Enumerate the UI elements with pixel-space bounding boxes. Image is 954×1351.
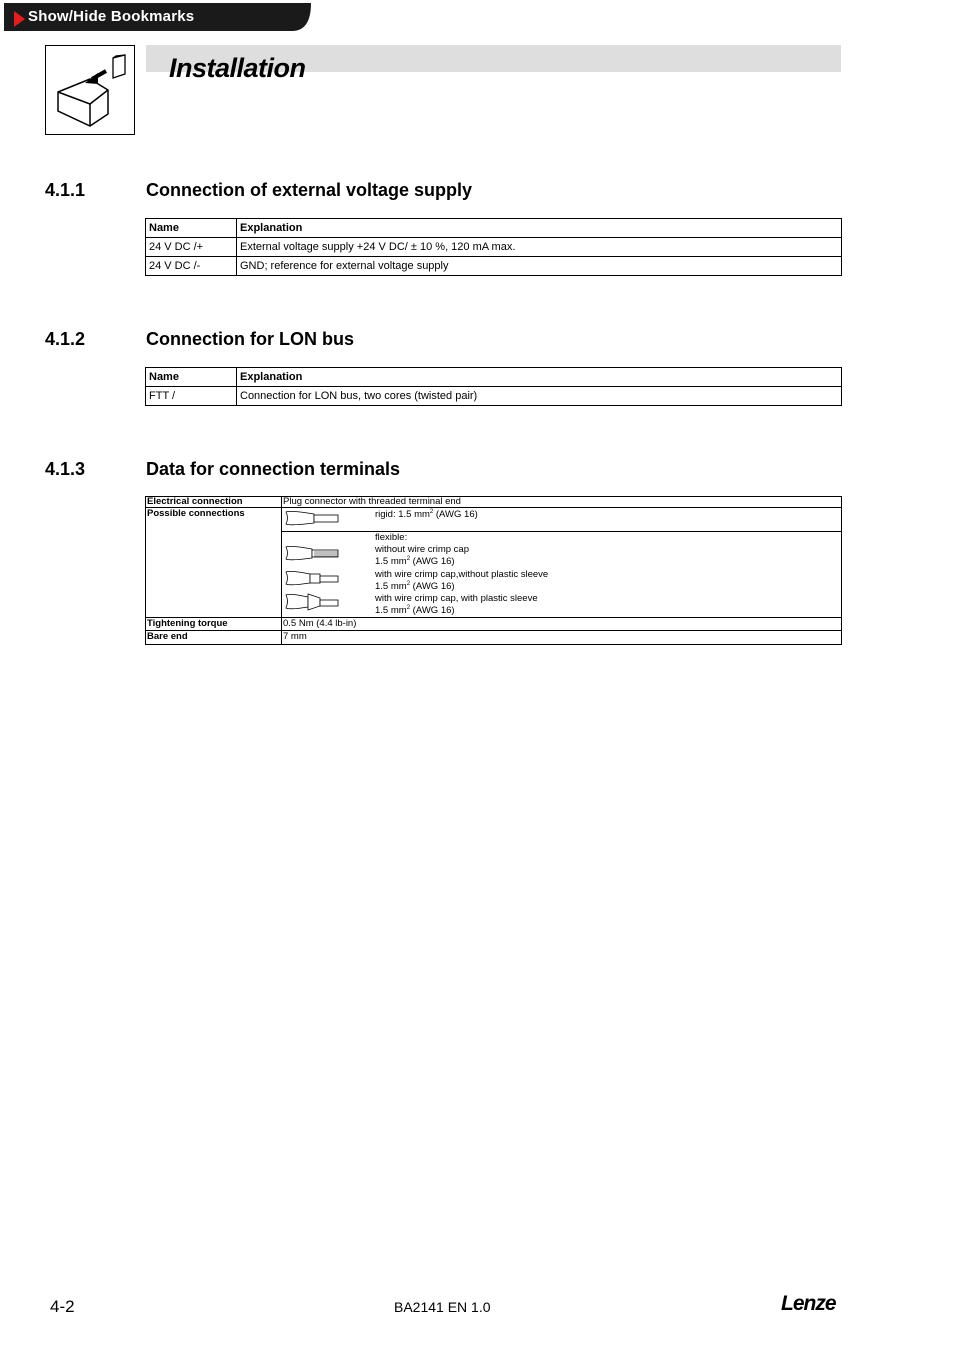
- table-header: Explanation: [237, 219, 842, 238]
- section-number: 4.1.2: [45, 329, 86, 349]
- tightening-torque-label: Tightening torque: [147, 618, 228, 629]
- table-cell: FTT /: [146, 387, 237, 406]
- crimp-cap-conductor-icon: [284, 569, 344, 591]
- bookmark-arrow-icon: [14, 11, 25, 27]
- section-title: Connection for LON bus: [146, 329, 354, 349]
- document-id: BA2141 EN 1.0: [394, 1299, 491, 1315]
- show-hide-bookmarks-button[interactable]: [4, 3, 311, 31]
- lon-bus-table: [145, 367, 842, 406]
- tightening-torque-value: 0.5 Nm (4.4 lb-in): [283, 618, 357, 629]
- electrical-connection-label: Electrical connection: [147, 496, 243, 507]
- section-number: 4.1.3: [45, 459, 86, 479]
- lenze-logo: Lenze: [781, 1292, 836, 1315]
- table-cell: GND; reference for external voltage supply: [237, 257, 842, 276]
- without-cap-label: without wire crimp cap: [375, 544, 469, 555]
- terminal-data-table: [145, 496, 842, 645]
- possible-connections-label: Possible connections: [147, 508, 245, 519]
- section-number: 4.1.1: [45, 180, 86, 200]
- crimp-cap-sleeve-conductor-icon: [284, 592, 344, 616]
- table-header: Explanation: [237, 368, 842, 387]
- bare-end-label: Bare end: [147, 631, 188, 642]
- with-cap-sleeve-label: with wire crimp cap, with plastic sleeve: [375, 593, 538, 604]
- table-header: Name: [146, 219, 237, 238]
- table-row: [146, 257, 842, 276]
- page-number: 4-2: [50, 1297, 75, 1316]
- rigid-spec: rigid: 1.5 $mm^2$ (AWG 16): [375, 509, 478, 520]
- table-cell: 24 V DC /+: [146, 238, 237, 257]
- table-header: Name: [146, 368, 237, 387]
- with-cap-no-sleeve-label: with wire crimp cap,without plastic sleeve: [375, 569, 549, 580]
- table-cell: Connection for LON bus, two cores (twisted pair): [237, 387, 842, 406]
- rigid-conductor-icon: [284, 509, 344, 531]
- bookmark-button-label: Show/Hide Bookmarks: [28, 8, 195, 25]
- table-header-row: [146, 368, 842, 387]
- table-cell: External voltage supply +24 V DC/ ± 10 %, 120 mA max.: [237, 238, 842, 257]
- page-title: Installation: [169, 53, 306, 83]
- section-title: Data for connection terminals: [146, 459, 401, 479]
- table-row: [146, 387, 842, 406]
- table-cell: 24 V DC /-: [146, 257, 237, 276]
- flexible-label: flexible:: [375, 532, 408, 543]
- electrical-connection-value: Plug connector with threaded terminal end: [283, 496, 461, 507]
- flexible-conductor-icon: [284, 544, 344, 566]
- table-row: [146, 238, 842, 257]
- voltage-supply-table: [145, 218, 842, 276]
- table-header-row: [146, 219, 842, 238]
- section-title: Connection of external voltage supply: [146, 180, 473, 200]
- without-cap-size: 1.5 $mm^2$ (AWG 16): [375, 556, 455, 567]
- with-cap-no-sleeve-size: 1.5 $mm^2$ (AWG 16): [375, 581, 455, 592]
- bare-end-value: 7 mm: [283, 631, 307, 642]
- with-cap-sleeve-size: 1.5 $mm^2$ (AWG 16): [375, 605, 455, 616]
- installation-box-icon: [45, 45, 135, 135]
